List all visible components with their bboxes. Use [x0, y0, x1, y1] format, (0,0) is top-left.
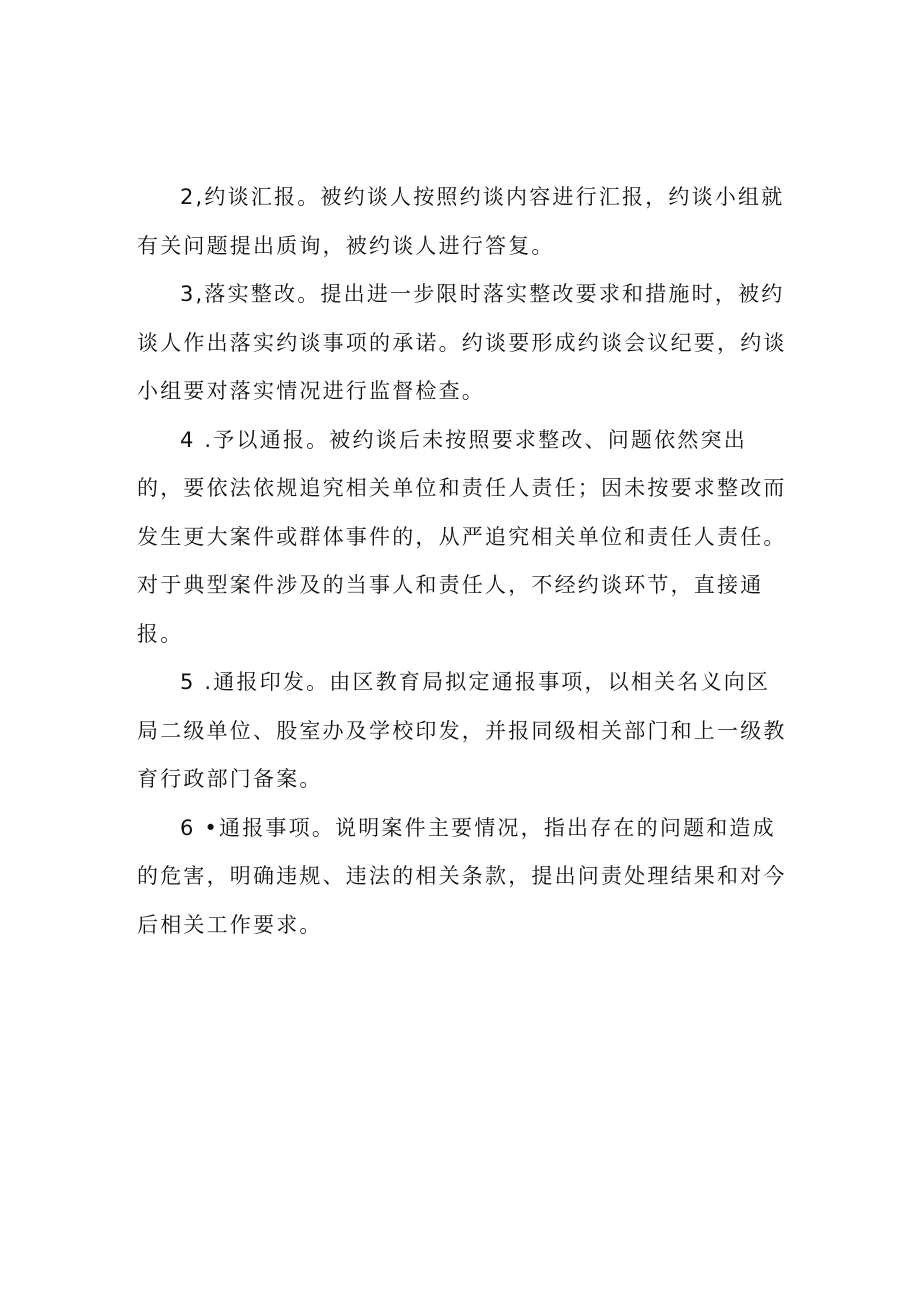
paragraph-5 — [137, 658, 787, 804]
paragraph-line: 谈人作出落实约谈事项的承诺。约谈要形成约谈会议纪要，约谈 — [137, 330, 787, 355]
paragraph-line: 4 .予以通报。被约谈后未按照要求整改、问题依然突出 — [180, 427, 747, 452]
document-body — [137, 173, 787, 949]
paragraph-line: 6 •通报事项。说明案件主要情况，指出存在的问题和造成 — [180, 815, 776, 840]
paragraph-line: 育行政部门备案。 — [137, 767, 323, 791]
paragraph-line: 有关问题提出质询，被约谈人进行答复。 — [137, 233, 555, 258]
paragraph-line: 2,约谈汇报。被约谈人按照约谈内容进行汇报，约谈小组就 — [180, 185, 785, 209]
paragraph-line: 发生更大案件或群体事件的，从严追究相关单位和责任人责任。 — [137, 524, 787, 549]
paragraph-6 — [137, 804, 787, 950]
paragraph-line: 的，要依法依规追究相关单位和责任人责任；因未按要求整改而 — [137, 476, 787, 500]
paragraph-3 — [137, 270, 787, 416]
paragraph-line: 小组要对落实情况进行监督检查。 — [137, 379, 485, 403]
paragraph-2 — [137, 173, 787, 270]
paragraph-line: 后相关工作要求。 — [137, 912, 323, 937]
paragraph-line: 3,落实整改。提出进一步限时落实整改要求和措施时，被约 — [180, 282, 785, 306]
paragraph-line: 报。 — [137, 621, 184, 646]
paragraph-line: 局二级单位、股室办及学校印发，并报同级相关部门和上一级教 — [137, 718, 787, 743]
paragraph-4 — [137, 416, 787, 659]
paragraph-line: 对于典型案件涉及的当事人和责任人，不经约谈环节，直接通 — [137, 573, 764, 597]
paragraph-line: 5 .通报印发。由区教育局拟定通报事项，以相关名义向区 — [180, 670, 771, 694]
paragraph-line: 的危害，明确违规、违法的相关条款，提出问责处理结果和对今 — [137, 864, 787, 888]
